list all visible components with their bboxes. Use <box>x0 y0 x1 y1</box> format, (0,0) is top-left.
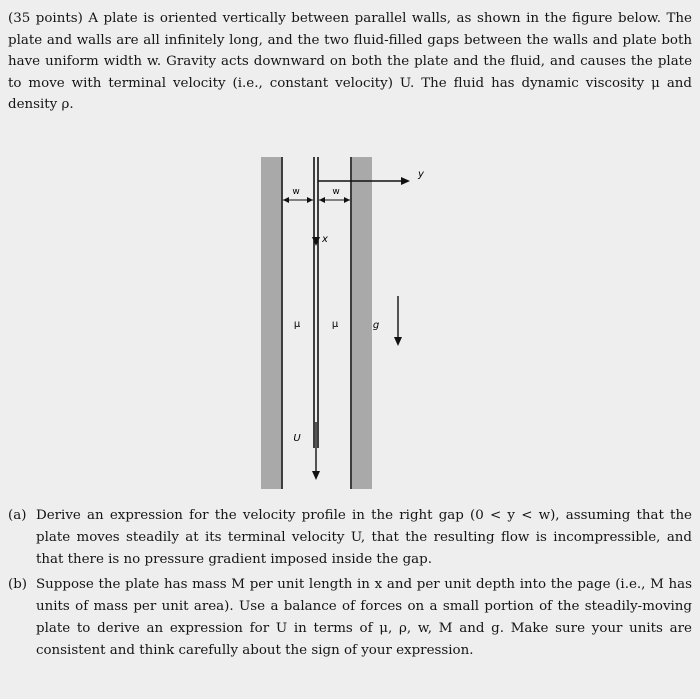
part-a-text: Derive an expression for the velocity profile in the right gap (0 < y < w), assuming that the plate moves steadily at its terminal velocity U, that the resulting flow is incompressible, and that there is no pressure gradient imposed inside the gap. <box>36 508 692 567</box>
label-mu-right: μ <box>331 319 339 330</box>
label-U: U <box>293 433 301 444</box>
label-x: x <box>322 234 328 245</box>
label-g: g <box>372 320 380 331</box>
right-wall <box>352 157 372 489</box>
gravity-arrowhead <box>394 337 402 346</box>
velocity-arrowhead <box>312 471 320 480</box>
left-wall <box>261 157 281 489</box>
question-parts <box>8 505 692 666</box>
w-dim-left-head-a <box>283 197 289 203</box>
y-arrowhead <box>401 177 410 185</box>
w-dim-left-head-b <box>307 197 313 203</box>
label-y: y <box>418 169 424 180</box>
part-b-label: (b) <box>8 577 28 593</box>
part-a <box>8 505 692 570</box>
part-a-label: (a) <box>8 508 27 523</box>
label-w-right: w <box>332 187 340 197</box>
part-b-text: Suppose the plate has mass M per unit length in x and per unit depth into the page (i.e., M has units of mass per unit area). Use a balance of forces on a small portion of the steadily-moving plate to derive an expression for U in terms of μ, ρ, w, M and g. Make sure your units are consistent and think carefully about the sign of your expression. <box>36 577 692 658</box>
w-dim-right-head-b <box>344 197 350 203</box>
w-dim-right-head-a <box>319 197 325 203</box>
label-mu-left: μ <box>293 319 301 330</box>
problem-intro: (35 points) A plate is oriented vertically between parallel walls, as shown in the figure below. The plate and walls are all infinitely long, and the two fluid-filled gaps between the walls and plate both have uniform width w. Gravity acts downward on both the plate and the fluid, and causes the plate to move with terminal velocity (i.e., constant velocity) U. The fluid has dynamic viscosity μ and density ρ. <box>8 11 692 112</box>
label-w-left: w <box>292 187 300 197</box>
part-b <box>8 574 692 661</box>
